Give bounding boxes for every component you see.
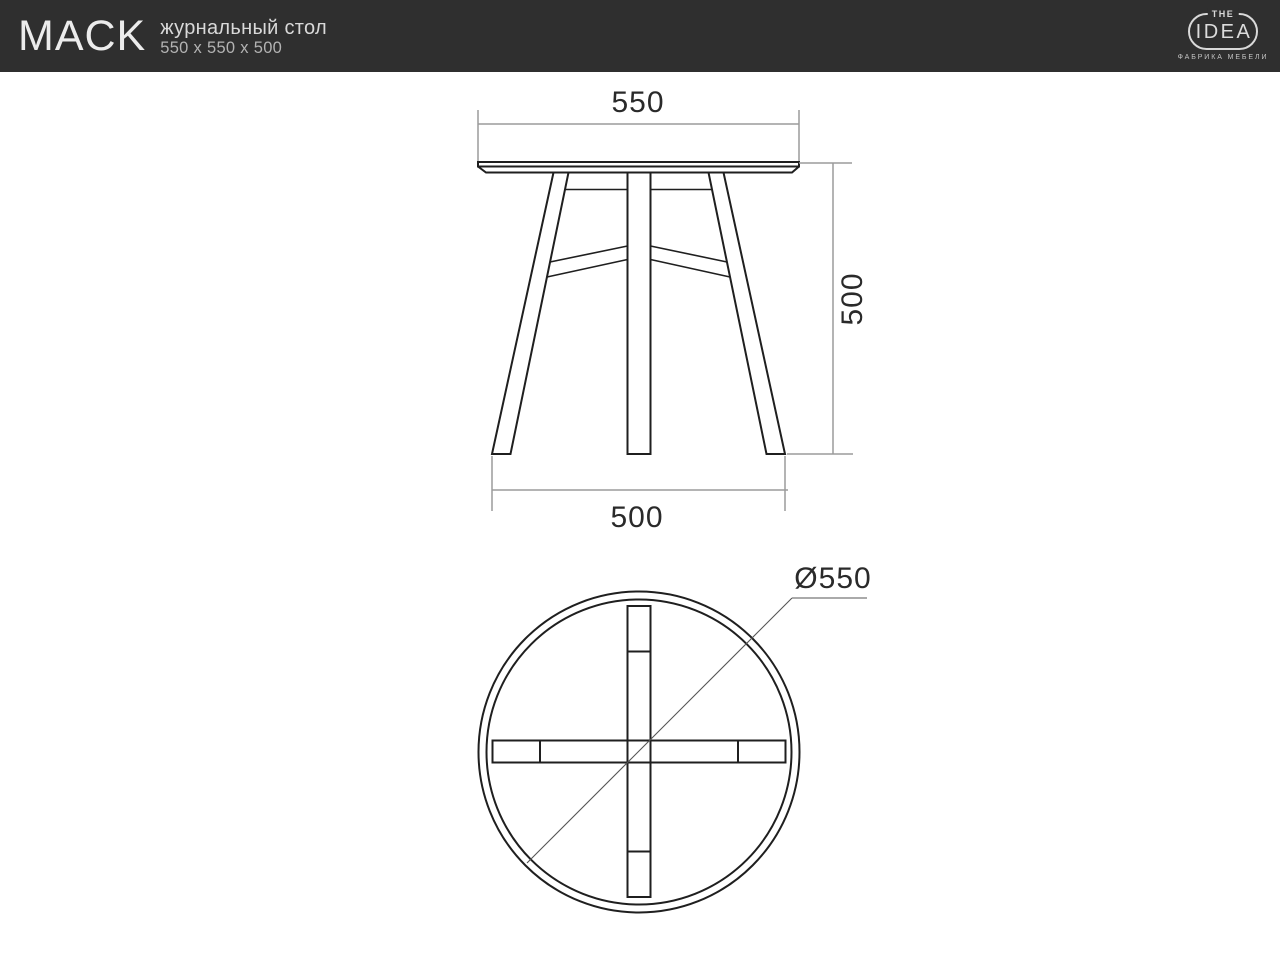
diameter-value: Ø550 <box>794 562 872 595</box>
dimension-top-width <box>478 86 799 161</box>
dimension-base-width <box>492 456 788 534</box>
front-view <box>478 162 799 454</box>
logo-the-word: THE <box>1208 8 1239 20</box>
stretcher-left-bottom <box>547 260 628 278</box>
logo-idea-word: IDEA <box>1195 20 1253 43</box>
top-width-value: 550 <box>611 86 665 119</box>
brand-logo <box>1177 9 1269 61</box>
product-subtitle <box>160 17 327 58</box>
dimension-height <box>787 163 869 454</box>
product-type: журнальный стол <box>160 17 327 39</box>
dimension-diameter <box>527 562 872 863</box>
logo-tagline: ФАБРИКА МЕБЕЛИ <box>1177 54 1269 61</box>
right-leg <box>709 173 786 455</box>
tabletop-outer-circle <box>479 592 800 913</box>
top-view <box>479 592 800 913</box>
tabletop-top-band <box>478 162 799 167</box>
logo-stadium-outline <box>1188 9 1258 50</box>
product-name: MACK <box>18 12 147 60</box>
header-bar <box>0 0 1280 72</box>
stretcher-left-top <box>550 246 628 262</box>
product-dimensions: 550 x 550 x 500 <box>160 39 283 57</box>
center-leg <box>628 173 651 455</box>
left-leg <box>492 173 569 455</box>
stretcher-right-top <box>651 246 728 262</box>
tabletop-inner-circle <box>487 600 792 905</box>
stretcher-right-bottom <box>651 260 731 278</box>
diameter-line <box>527 598 792 863</box>
base-width-value: 500 <box>610 501 664 534</box>
height-value: 500 <box>836 272 869 326</box>
